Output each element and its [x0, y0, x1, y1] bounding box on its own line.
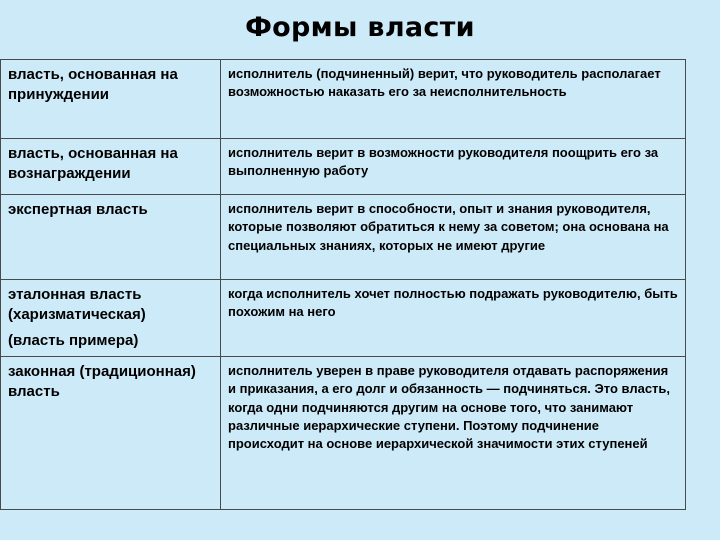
power-type-extra: (власть примера) — [8, 332, 139, 349]
power-type-cell: власть, основанная на вознаграждении — [1, 139, 221, 195]
power-type-cell: законная (традиционная) власть — [1, 357, 221, 510]
power-description-cell: исполнитель верит в возможности руководителя поощрить его за выполненную работу — [221, 139, 686, 195]
power-type-name: эталонная власть (харизматическая) — [8, 286, 146, 323]
table-row — [1, 357, 686, 510]
table-row — [1, 139, 686, 195]
power-type-cell — [1, 280, 221, 357]
table-row — [1, 195, 686, 280]
power-description-cell: исполнитель (подчиненный) верит, что руководитель располагает возможностью наказать его за неисполнительность — [221, 60, 686, 139]
page-title: Формы власти — [245, 12, 475, 43]
power-description-cell: исполнитель верит в способности, опыт и знания руководителя, которые позволяют обратиться к нему за советом; она основана на специальных знаниях, которых не имеют другие — [221, 195, 686, 280]
forms-of-power-table — [0, 59, 686, 510]
power-description-cell: исполнитель уверен в праве руководителя отдавать распоряжения и приказания, а его долг и обязанность — подчиняться. Это власть, когда одни подчиняются другим на основе того, что занимают различные иерархические ступени. Поэтому подчинение происходит на основе иерархической значимости этих ступеней — [221, 357, 686, 510]
table-row — [1, 60, 686, 139]
power-type-cell: власть, основанная на принуждении — [1, 60, 221, 139]
power-type-cell: экспертная власть — [1, 195, 221, 280]
power-description-cell: когда исполнитель хочет полностью подражать руководителю, быть похожим на него — [221, 280, 686, 357]
table-row — [1, 280, 686, 357]
